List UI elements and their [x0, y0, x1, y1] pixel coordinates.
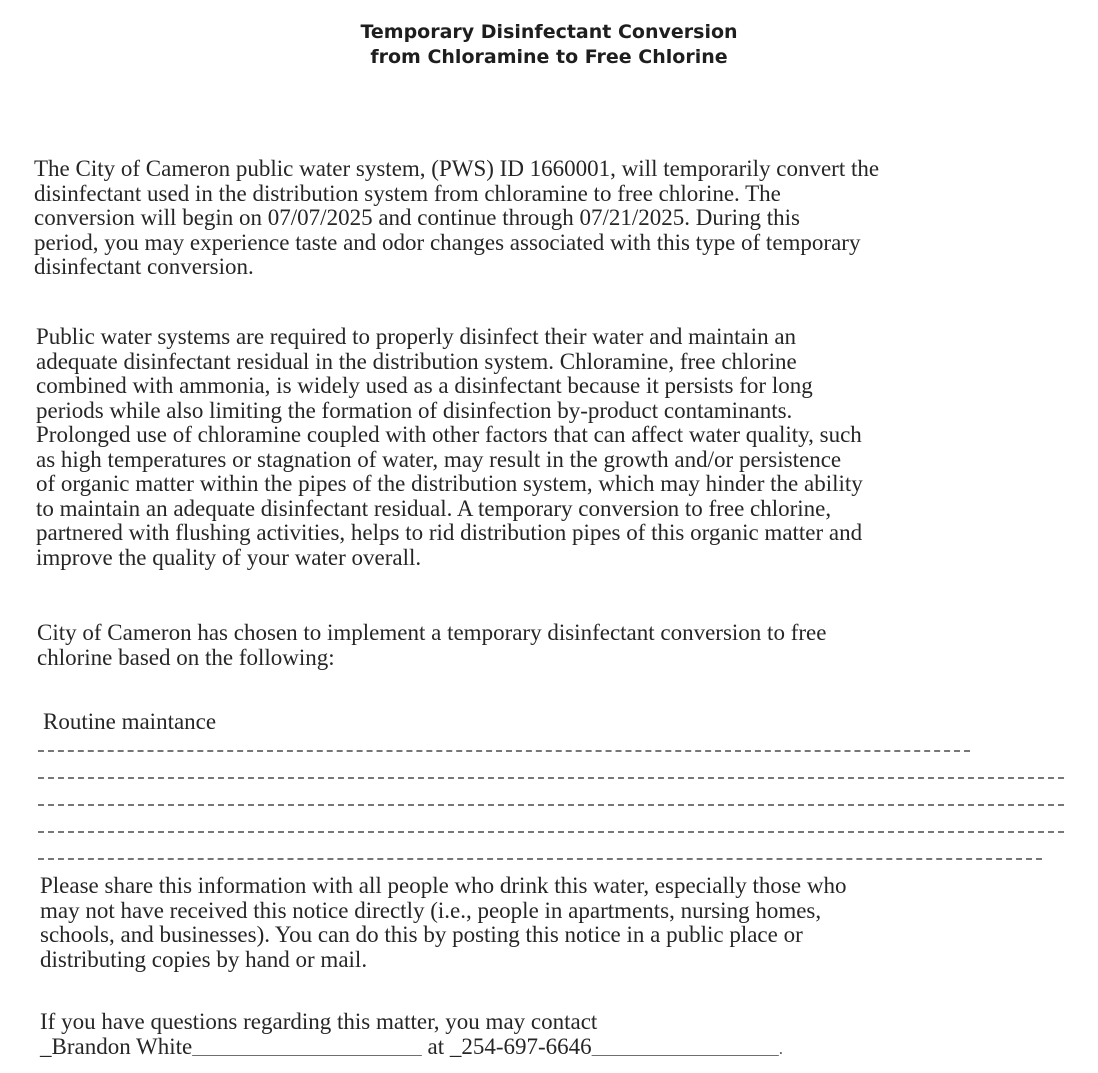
name-blank: ___________________________	[192, 1038, 422, 1058]
notice-title	[0, 20, 1098, 70]
title-line-2: from Chloramine to Free Chlorine	[370, 46, 728, 68]
text-line: period, you may experience taste and odor changes associated with this type of temporary	[34, 229, 861, 255]
paragraph-conversion-notice	[34, 157, 879, 280]
contact-phone: _254-697-6646	[449, 1033, 592, 1059]
text-line: Public water systems are required to properly disinfect their water and maintain an	[36, 324, 797, 349]
text-line: improve the quality of your water overall.	[36, 544, 422, 570]
text-line: conversion will begin on 07/07/2025 and continue through 07/21/2025. During this	[34, 205, 800, 230]
text-line: schools, and businesses). You can do this by posting this notice in a public place or	[40, 922, 803, 947]
text-line: combined with ammonia, is widely used as a disinfectant because it persists for long	[36, 373, 813, 398]
text-line: partnered with flushing activities, helps to rid distribution pipes of this organic matter and	[36, 520, 863, 545]
at-label: at	[421, 1033, 450, 1059]
blank-line	[38, 804, 1064, 806]
text-line: disinfectant used in the distribution system from chloramine to free chlorine. The	[34, 180, 781, 206]
blank-line	[38, 750, 970, 752]
paragraph-reason-intro	[37, 621, 826, 670]
text-line: Prolonged use of chloramine coupled with other factors that can affect water quality, such	[36, 422, 862, 447]
paragraph-share-notice	[40, 874, 846, 972]
text-line: Please share this information with all people who drink this water, especially those who	[40, 873, 847, 898]
phone-blank: ______________________.	[591, 1038, 783, 1058]
text-line: to maintain an adequate disinfectant residual. A temporary conversion to free chlorine,	[36, 495, 832, 521]
contact-name: _Brandon White	[40, 1033, 193, 1059]
blank-line	[38, 777, 1064, 779]
contact-line	[40, 1035, 783, 1062]
blank-line	[38, 831, 1064, 833]
text-line: as high temperatures or stagnation of water, may result in the growth and/or persistence	[36, 446, 842, 472]
text-line: periods while also limiting the formation of disinfection by-product contaminants.	[36, 397, 793, 423]
text-line: disinfectant conversion.	[34, 254, 254, 279]
text-line: may not have received this notice directly (i.e., people in apartments, nursing homes,	[40, 897, 822, 923]
paragraph-background	[36, 325, 863, 570]
reason-text: Routine maintance	[43, 709, 217, 734]
text-line: distributing copies by hand or mail.	[40, 946, 368, 972]
text-line: City of Cameron has chosen to implement a temporary disinfectant conversion to free	[37, 620, 827, 645]
title-line-1: Temporary Disinfectant Conversion	[360, 21, 738, 43]
contact-section	[40, 1010, 783, 1061]
blank-line	[38, 858, 1042, 860]
text-line: adequate disinfectant residual in the distribution system. Chloramine, free chlorine	[36, 348, 797, 374]
text-line: of organic matter within the pipes of the distribution system, which may hinder the ability	[36, 471, 863, 496]
text-line: chlorine based on the following:	[37, 644, 335, 670]
text-line: The City of Cameron public water system, (PWS) ID 1660001, will temporarily convert the	[34, 156, 880, 181]
contact-intro: If you have questions regarding this matter, you may contact	[40, 1009, 598, 1034]
